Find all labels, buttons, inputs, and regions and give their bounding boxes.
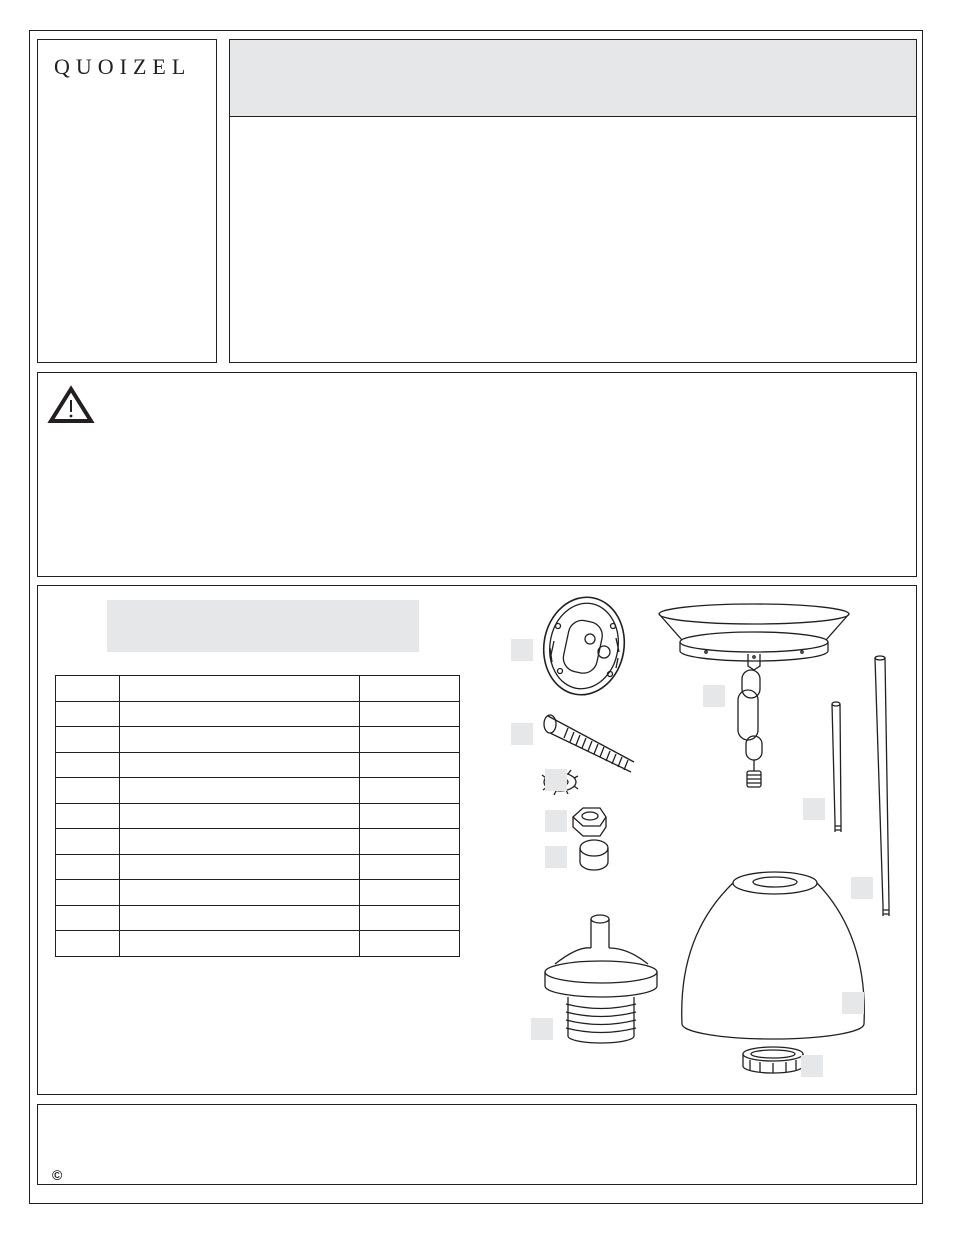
part-tag (801, 1055, 823, 1077)
title-panel (229, 39, 917, 363)
part-tag (511, 723, 533, 745)
brand-logo: QUOIZEL (54, 54, 192, 79)
canopy-illustration (659, 604, 849, 661)
part-tag (531, 1018, 553, 1040)
logo-panel (37, 39, 217, 363)
part-tag (803, 798, 825, 820)
part-tag (842, 992, 864, 1014)
part-tag (545, 769, 567, 791)
title-band (230, 40, 916, 117)
long-stem-illustration (875, 656, 889, 916)
shade-ring-illustration (743, 1047, 803, 1073)
part-tag (545, 810, 567, 832)
socket-cup-illustration (545, 915, 657, 1043)
crossbar-plate-illustration (536, 591, 632, 701)
short-stem-illustration (832, 702, 841, 832)
hex-nut-illustration (573, 808, 606, 836)
threaded-nipple-illustration (544, 715, 634, 772)
part-tag (511, 639, 533, 661)
warning-panel (37, 372, 917, 577)
part-tag (851, 877, 873, 899)
chain-and-loop-illustration (738, 654, 762, 787)
part-tag (703, 685, 725, 707)
footer-panel (37, 1104, 917, 1185)
copyright-symbol: © (52, 1167, 63, 1183)
parts-illustrations (38, 586, 918, 1096)
parts-panel (37, 585, 917, 1095)
cap-nut-illustration (580, 840, 608, 870)
part-tag (545, 846, 567, 868)
glass-shade-illustration (682, 872, 865, 1039)
warning-triangle-icon (38, 373, 98, 433)
